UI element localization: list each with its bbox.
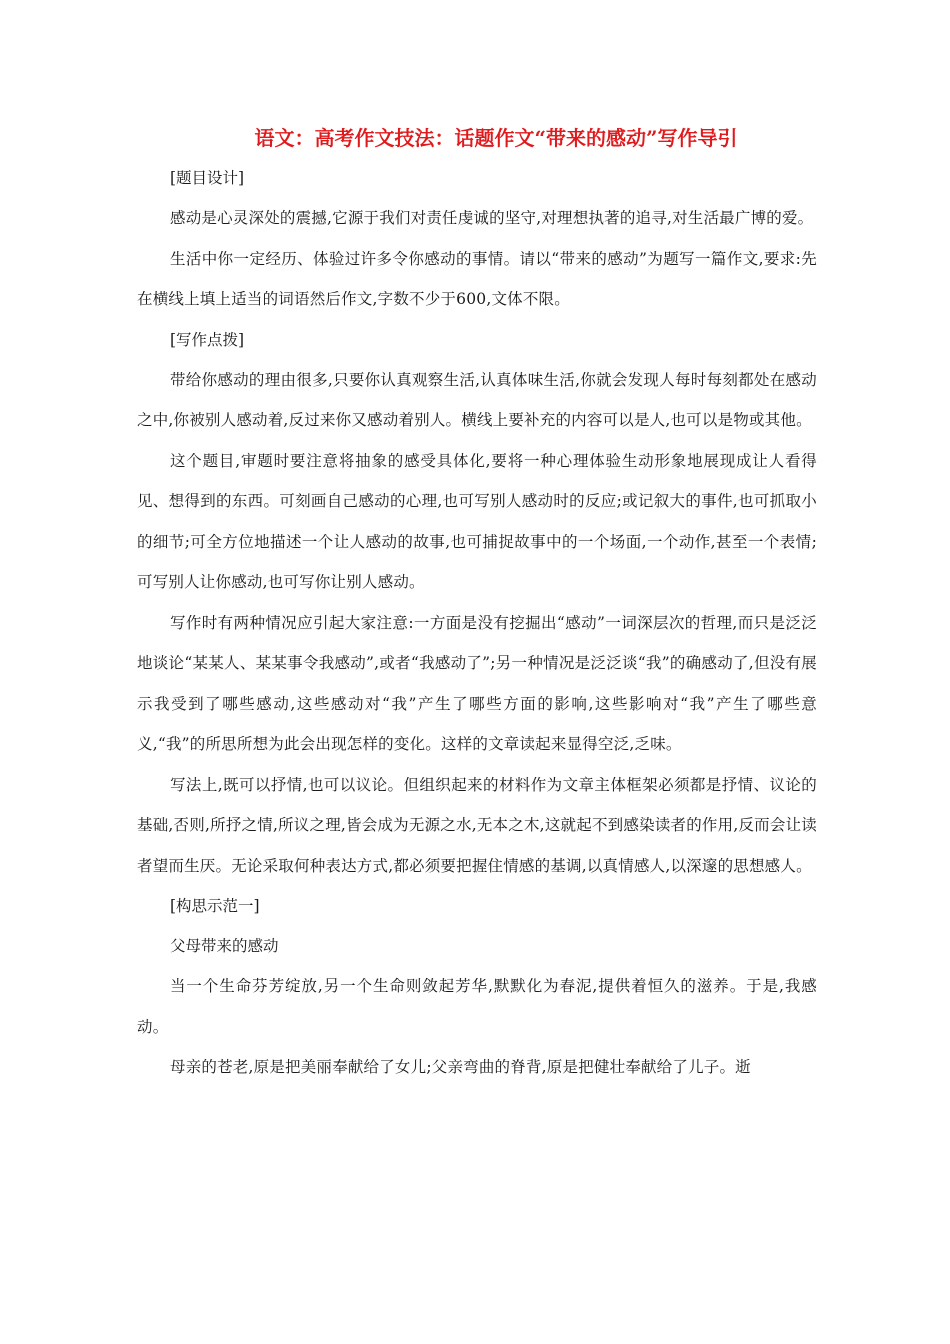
section-heading: [题目设计]	[170, 169, 245, 187]
example-title: 父母带来的感动	[170, 937, 279, 955]
paragraph: 带给你感动的理由很多,只要你认真观察生活,认真体味生活,你就会发现人每时每刻都处在感动之中,你被别人感动着,反过来你又感动着别人。横线上要补充的内容可以是人,也可以是物或其他。	[137, 370, 817, 429]
section-heading: [构思示范一]	[170, 897, 260, 915]
section-topic-design	[137, 158, 817, 320]
paragraph: 写法上,既可以抒情,也可以议论。但组织起来的材料作为文章主体框架必须都是抒情、议论的基础,否则,所抒之情,所议之理,皆会成为无源之水,无本之木,这就起不到感染读者的作用,反而会让读者望而生厌。无论采取何种表达方式,都必须要把握住情感的基调,以真情感人,以深邃的思想感人。	[137, 775, 817, 875]
document-page	[137, 118, 817, 1088]
section-writing-tips	[137, 320, 817, 887]
paragraph: 写作时有两种情况应引起大家注意:一方面是没有挖掘出“感动”一词深层次的哲理,而只是泛泛地谈论“某某人、某某事令我感动”,或者“我感动了”;另一种情况是泛泛谈“我”的确感动了,但没有展示我受到了哪些感动,这些感动对“我”产生了哪些方面的影响,这些影响对“我”产生了哪些意义,“我”的所思所想为此会出现怎样的变化。这样的文章读起来显得空泛,乏味。	[137, 613, 817, 753]
document-title: 语文：高考作文技法：话题作文“带来的感动”写作导引	[254, 126, 738, 150]
paragraph: 感动是心灵深处的震撼,它源于我们对责任虔诚的坚守,对理想执著的追寻,对生活最广博的爱。	[170, 209, 814, 227]
paragraph: 母亲的苍老,原是把美丽奉献给了女儿;父亲弯曲的脊背,原是把健壮奉献给了儿子。逝	[170, 1058, 751, 1076]
paragraph: 生活中你一定经历、体验过许多令你感动的事情。请以“带来的感动”为题写一篇作文,要求:先在横线上填上适当的词语然后作文,字数不少于600,文体不限。	[137, 249, 817, 308]
paragraph: 当一个生命芬芳绽放,另一个生命则敛起芳华,默默化为春泥,提供着恒久的滋养。于是,我感动。	[137, 977, 817, 1036]
section-example-one	[137, 886, 817, 1088]
section-heading: [写作点拨]	[170, 330, 245, 349]
paragraph: 这个题目,审题时要注意将抽象的感受具体化,要将一种心理体验生动形象地展现成让人看得见、想得到的东西。可刻画自己感动的心理,也可写别人感动时的反应;或记叙大的事件,也可抓取小的细节;可全方位地描述一个让人感动的故事,也可捕捉故事中的一个场面,一个动作,甚至一个表情;可写别人让你感动,也可写你让别人感动。	[137, 451, 817, 591]
